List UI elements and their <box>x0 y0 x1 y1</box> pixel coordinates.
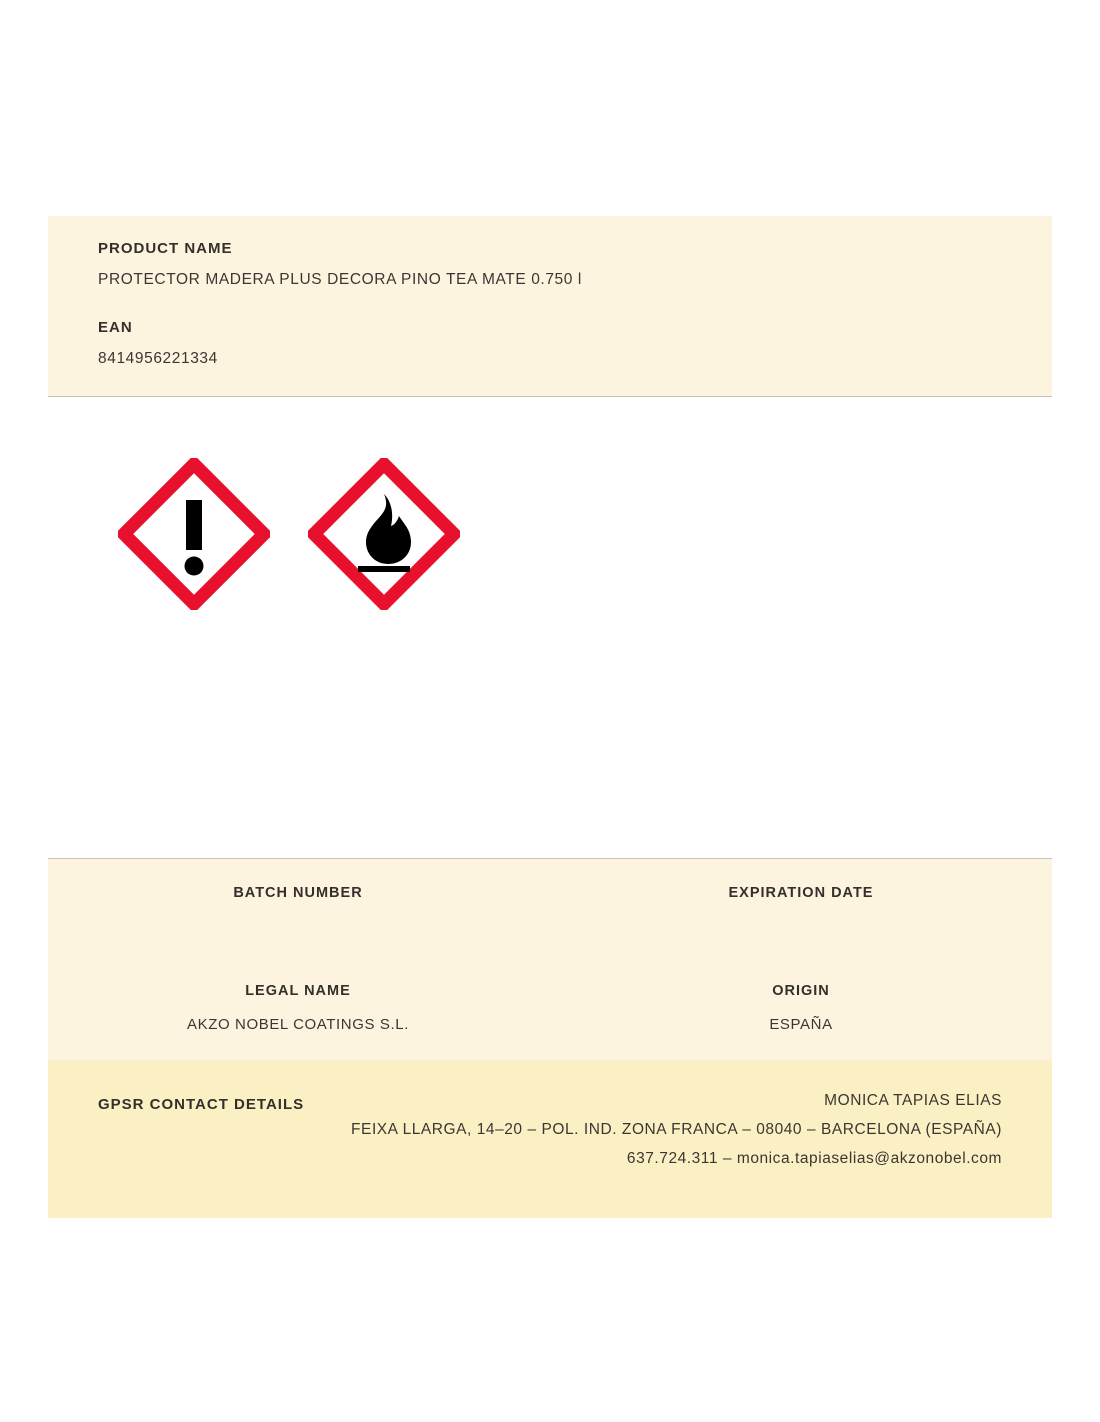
legal-name-cell <box>48 983 550 999</box>
product-name-value: PROTECTOR MADERA PLUS DECORA PINO TEA MATE 0.750 l <box>98 271 582 288</box>
ean-label: EAN <box>98 319 133 336</box>
ean-value: 8414956221334 <box>98 350 218 367</box>
batch-number-value <box>56 901 540 921</box>
product-info-panel <box>48 216 1052 397</box>
panel-spacer <box>98 289 1002 319</box>
expiration-date-cell <box>550 885 1052 901</box>
flammable-ghs02-icon <box>308 458 460 610</box>
hazard-pictogram-row <box>118 458 460 610</box>
gpsr-contact-address: FEIXA LLARGA, 14–20 – POL. IND. ZONA FRANCA – 08040 – BARCELONA (ESPAÑA) <box>351 1121 1002 1138</box>
expiration-date-label: EXPIRATION DATE <box>728 885 874 901</box>
origin-value-cell <box>550 1016 1052 1036</box>
origin-value: ESPAÑA <box>769 1016 833 1033</box>
gpsr-contact-name: MONICA TAPIAS ELIAS <box>824 1092 1002 1109</box>
label-value-spacer-right <box>550 999 1052 1016</box>
batch-legal-info-panel <box>48 858 1052 1065</box>
exclamation-mark-ghs07-icon <box>118 458 270 610</box>
product-name-label: PRODUCT NAME <box>98 240 233 257</box>
info-row-spacer-right <box>550 921 1052 983</box>
batch-number-label: BATCH NUMBER <box>233 885 363 901</box>
gpsr-contact-panel <box>48 1060 1052 1218</box>
expiration-date-value <box>560 901 1042 921</box>
batch-number-cell <box>48 885 550 901</box>
legal-name-value-cell <box>48 1016 550 1036</box>
origin-label: ORIGIN <box>772 983 830 999</box>
gpsr-contact-phone-email: 637.724.311 – monica.tapiaselias@akzonobel.com <box>626 1150 1002 1167</box>
legal-name-value: AKZO NOBEL COATINGS S.L. <box>187 1016 409 1033</box>
expiration-date-value-cell <box>550 901 1052 921</box>
batch-number-value-cell <box>48 901 550 921</box>
legal-name-label: LEGAL NAME <box>245 983 351 999</box>
origin-cell <box>550 983 1052 999</box>
label-value-spacer-left <box>48 999 550 1016</box>
gpsr-contact-title: GPSR CONTACT DETAILS <box>98 1096 305 1113</box>
info-grid <box>48 885 1052 1036</box>
info-row-spacer-left <box>48 921 550 983</box>
